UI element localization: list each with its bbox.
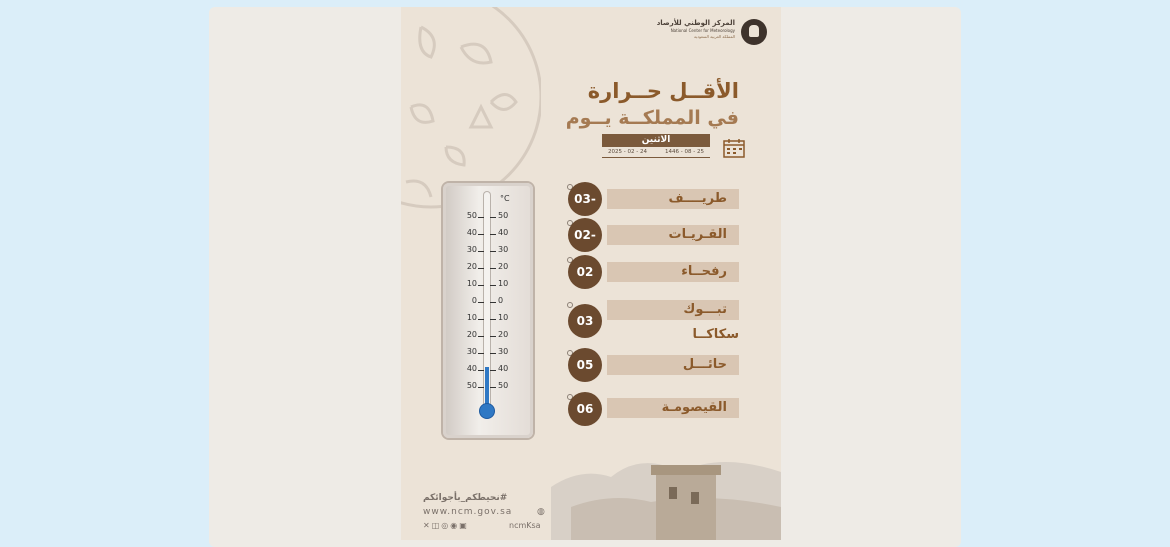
thermometer-mercury — [485, 367, 489, 405]
scale-tick — [490, 251, 496, 252]
city-label-secondary: سكاكــا — [692, 327, 739, 342]
scale-tick — [478, 217, 484, 218]
scale-tick — [478, 268, 484, 269]
scale-right-label: 50 — [498, 381, 509, 390]
temperature-badge: 03- — [568, 182, 602, 216]
scale-tick — [478, 353, 484, 354]
thermometer-bulb — [480, 404, 494, 418]
temperature-badge: 06 — [568, 392, 602, 426]
scale-left-label: 30 — [466, 245, 477, 254]
scale-left-label: 20 — [466, 330, 477, 339]
scale-tick — [478, 251, 484, 252]
temperature-badge: 02- — [568, 218, 602, 252]
scale-right-label: 50 — [498, 211, 509, 220]
scale-right-label: 0 — [498, 296, 504, 305]
scale-right-label: 10 — [498, 279, 509, 288]
scale-tick — [490, 370, 496, 371]
org-name-ar: المركز الوطني للأرصاد — [656, 19, 735, 27]
city-label: القيصومـة — [607, 398, 739, 418]
scale-tick — [490, 336, 496, 337]
scale-tick — [490, 285, 496, 286]
website-link[interactable]: www.ncm.gov.sa — [423, 507, 513, 517]
castle-illustration-icon — [551, 447, 781, 540]
scale-left-label: 40 — [466, 228, 477, 237]
scale-tick — [490, 268, 496, 269]
city-label: تبـــوك — [607, 300, 739, 320]
scale-right-label: 40 — [498, 364, 509, 373]
day-dates — [602, 147, 710, 158]
scale-tick — [490, 234, 496, 235]
social-icons: ✕◫◎◉▣ — [423, 521, 469, 530]
scale-tick — [490, 217, 496, 218]
globe-icon: ◍ — [537, 507, 545, 517]
scale-tick — [478, 302, 484, 303]
thermometer — [443, 183, 533, 438]
scale-right-label: 30 — [498, 245, 509, 254]
day-name: الاثنين — [602, 134, 710, 147]
scale-left-label: 10 — [466, 279, 477, 288]
scale-left-label: 30 — [466, 347, 477, 356]
scale-left-label: 40 — [466, 364, 477, 373]
scale-right-label: 20 — [498, 330, 509, 339]
city-label: القـريـات — [607, 225, 739, 245]
weather-infographic[interactable] — [401, 7, 781, 540]
temperature-badge: 02 — [568, 255, 602, 289]
city-label: حائـــل — [607, 355, 739, 375]
ncm-logo — [657, 19, 767, 45]
scale-left-label: 50 — [466, 211, 477, 220]
gregorian-date: 2025 - 02 - 24 — [608, 149, 647, 155]
scale-tick — [490, 319, 496, 320]
page-subtitle: في المملكــة يــوم — [565, 107, 739, 129]
social-handle[interactable]: ncmKsa — [509, 521, 541, 530]
temperature-badge: 03 — [568, 304, 602, 338]
row-marker — [567, 302, 573, 308]
city-label: طريــــف — [607, 189, 739, 209]
scale-tick — [490, 302, 496, 303]
ncm-seal-icon — [741, 19, 767, 45]
hashtag: #نحيطكم_بأجوائكم — [423, 493, 508, 503]
scale-right-label: 40 — [498, 228, 509, 237]
calendar-icon — [723, 138, 745, 158]
scale-left-label: 0 — [471, 296, 477, 305]
scale-right-label: 30 — [498, 347, 509, 356]
page-title: الأقــل حــرارة — [587, 79, 739, 103]
org-name-en: National Center for Meteorology — [670, 28, 735, 33]
scale-tick — [478, 319, 484, 320]
scale-tick — [490, 353, 496, 354]
temperature-badge: 05 — [568, 348, 602, 382]
scale-tick — [478, 234, 484, 235]
scale-tick — [478, 387, 484, 388]
scale-right-label: 10 — [498, 313, 509, 322]
scale-left-label: 10 — [466, 313, 477, 322]
scale-left-label: 50 — [466, 381, 477, 390]
city-label: رفحــاء — [607, 262, 739, 282]
hijri-date: 1446 - 08 - 25 — [665, 149, 704, 155]
day-box — [602, 134, 710, 158]
scale-right-label: 20 — [498, 262, 509, 271]
scale-tick — [478, 370, 484, 371]
org-sub-ar: المملكة العربية السعودية — [693, 34, 735, 39]
temperature-unit: °C — [500, 194, 510, 203]
scale-tick — [478, 285, 484, 286]
scale-tick — [490, 387, 496, 388]
scale-tick — [478, 336, 484, 337]
scale-left-label: 20 — [466, 262, 477, 271]
